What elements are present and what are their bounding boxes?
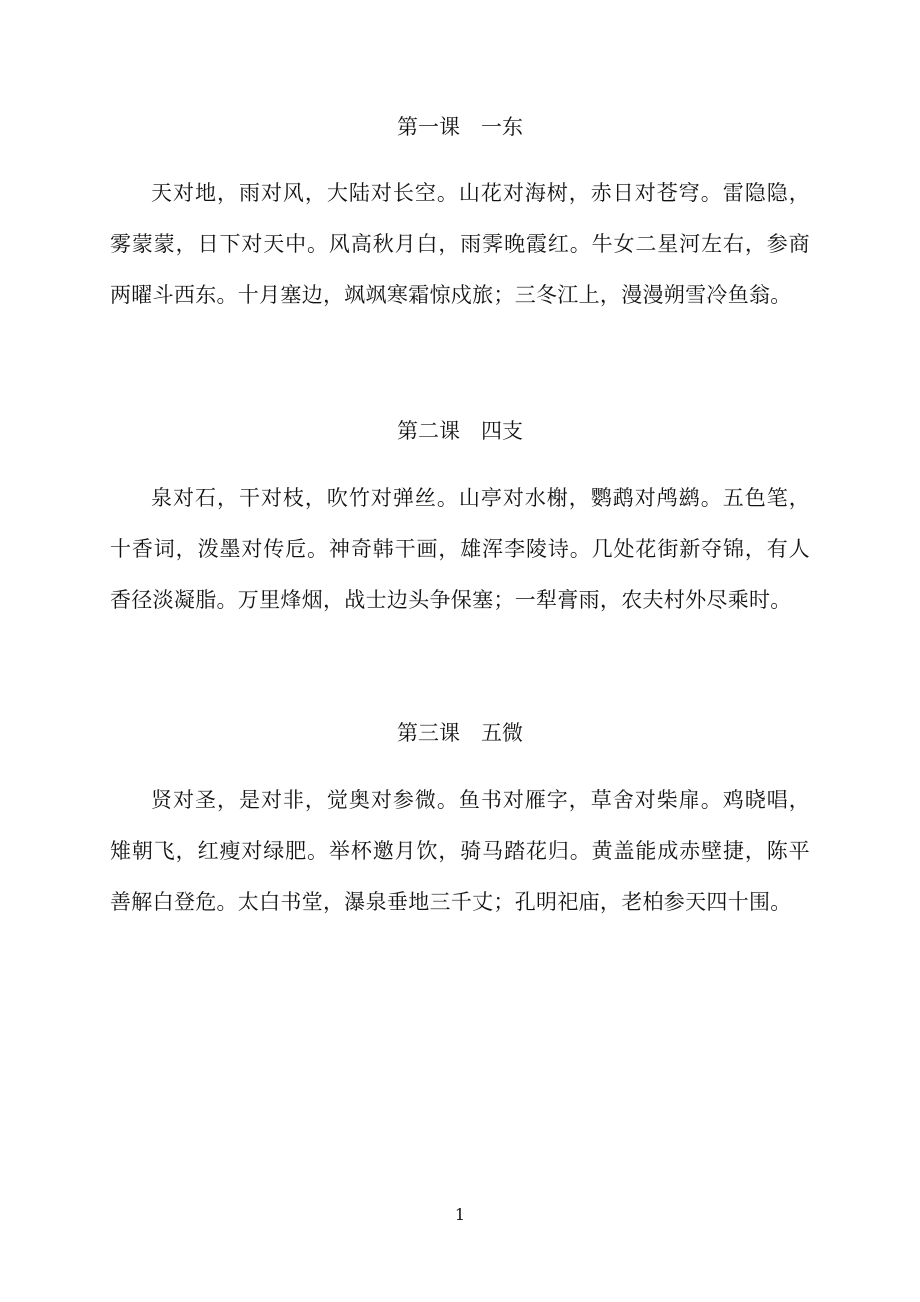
lesson-3-title: 第三课 五微 [397, 721, 523, 745]
lesson-3-body: 贤对圣，是对非，觉奥对参微。鱼书对雁字，草舍对柴扉。鸡晓唱，雉朝飞，红瘦对绿肥。举杯邀月饮，骑马踏花归。黄盖能成赤壁捷，陈平善解白登危。太白书堂，瀑泉垂地三千丈；孔明祀庙，老柏参天四十围。 [110, 788, 810, 914]
lesson-1-title: 第一课 一东 [397, 115, 523, 139]
lesson-2-title: 第二课 四支 [397, 419, 523, 443]
lesson-2-body: 泉对石，干对枝，吹竹对弹丝。山亭对水榭，鹦鹉对鸬鹚。五色笔，十香词，泼墨对传卮。神奇韩干画，雄浑李陵诗。几处花街新夺锦，有人香径淡凝脂。万里烽烟，战士边头争保塞；一犁膏雨，农夫村外尽乘时。 [110, 486, 810, 612]
page-number: 1 [454, 1205, 466, 1224]
lesson-1-body: 天对地，雨对风，大陆对长空。山花对海树，赤日对苍穹。雷隐隐，雾蒙蒙，日下对天中。风高秋月白，雨霁晚霞红。牛女二星河左右，参商两曜斗西东。十月塞边，飒飒寒霜惊戍旅；三冬江上，漫漫朔雪冷鱼翁。 [110, 181, 810, 307]
